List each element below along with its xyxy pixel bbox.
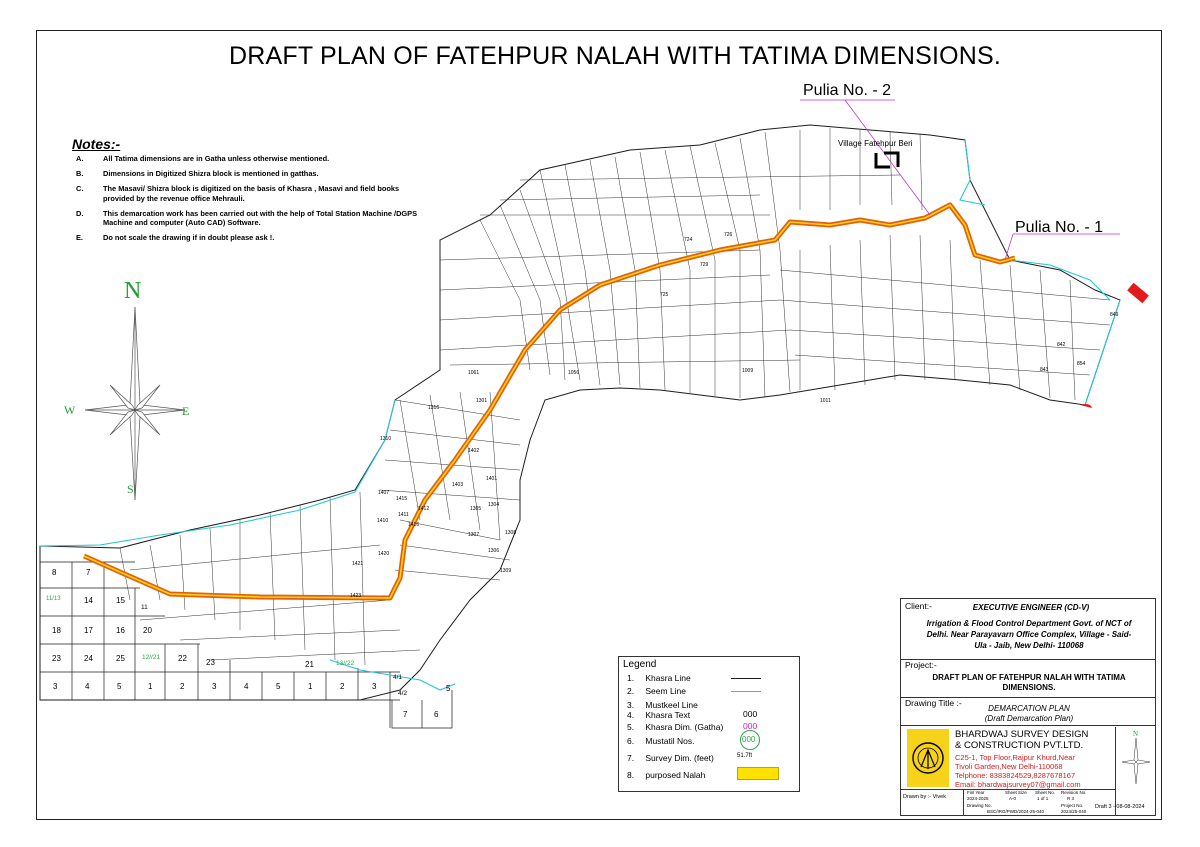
sheet-no: 1 of 1 — [1037, 796, 1049, 801]
mustatil-number: 25 — [116, 654, 125, 663]
mustatil-number: 5 — [276, 682, 281, 691]
legend-label: Seem Line — [645, 686, 687, 696]
mustatil-number: 4/1 — [393, 674, 403, 681]
client-address-line2: Delhi. Near Parayavarn Office Complex, Village - Said- — [926, 630, 1132, 639]
fin-year: 2024-2025 — [967, 796, 989, 801]
title-block-compass-icon — [1119, 729, 1153, 785]
khasra-text: 1308 — [505, 530, 517, 536]
compass-west-label: W — [64, 403, 76, 417]
legend-item — [627, 722, 723, 732]
khasra-text: 1304 — [488, 502, 500, 508]
sheet-no-label: Sheet No. — [1035, 790, 1056, 795]
village-label: Village Fatehpur Beri — [838, 139, 913, 148]
drawing-title-line1: DEMARCATION PLAN — [988, 704, 1070, 713]
company-address-line2: Tivoli Garden,New Delhi-110068 — [955, 762, 1063, 771]
legend-num: 3. — [627, 700, 635, 710]
company-name-line1: BHARDWAJ SURVEY DESIGN — [955, 729, 1089, 740]
legend — [618, 656, 800, 792]
legend-label: purposed Nalah — [645, 770, 706, 780]
drawing-no-label: Drawing No. — [967, 803, 992, 808]
mustatil-number: 12//21 — [142, 654, 161, 661]
legend-num: 5. — [627, 722, 635, 732]
note-text: The Masavi/ Shizra block is digitized on the basis of Khasra , Masavi and field books provided by the revenue office Mehrauli. — [103, 184, 400, 203]
compass-east-label: E — [182, 404, 190, 418]
note-text: This demarcation work has been carried out with the help of Total Station Machine /DGPS Machine and computer (Auto CAD) Software. — [103, 208, 418, 227]
mustatil-number: 17 — [84, 626, 93, 635]
khasra-text: 1411 — [398, 512, 409, 518]
khasra-text: 1401 — [486, 476, 498, 482]
pulia-1-label: Pulia No. - 1 — [1015, 219, 1104, 236]
legend-num: 8. — [627, 770, 635, 780]
mustatil-number: 6 — [434, 710, 439, 719]
mustatil-number: 15 — [116, 596, 125, 605]
legend-item — [627, 770, 705, 780]
legend-item — [627, 686, 686, 696]
mustatil-number: 18 — [52, 626, 61, 635]
mustatil-number: 2 — [340, 682, 345, 691]
mustatil-sample: 000 — [742, 735, 756, 744]
khasra-text: 854 — [1077, 361, 1086, 367]
khasra-text: 1011 — [820, 398, 831, 404]
svg-text:N: N — [1133, 730, 1139, 738]
legend-label: Mustkeel Line — [645, 700, 698, 710]
note-letter: A. — [76, 154, 84, 163]
khasra-text: 843 — [1040, 367, 1049, 373]
draft-version: Draft 3 - 08-08-2024 — [1095, 804, 1145, 810]
khasra-text: 1061 — [468, 370, 480, 376]
company-name-line2: & CONSTRUCTION PVT.LTD. — [955, 740, 1084, 751]
mustatil-number: 3 — [372, 682, 377, 691]
legend-label: Mustatil Nos. — [645, 736, 695, 746]
client-address-line1: Irrigation & Flood Control Department Govt. of NCT of — [926, 619, 1132, 628]
mustatil-number: 8 — [52, 568, 57, 577]
company-address-line1: C25-1, Top Floor,Rajpur Khurd,Near — [955, 753, 1075, 762]
mustatil-number: 7 — [403, 710, 408, 719]
note-letter: E. — [76, 233, 83, 242]
legend-label: Khasra Dim. (Gatha) — [645, 722, 724, 732]
title-block — [900, 598, 1156, 816]
mustatil-number: 20 — [143, 626, 152, 635]
legend-title: Legend — [623, 659, 657, 670]
khasra-text: 1009 — [742, 368, 754, 374]
khasra-text-sample: 000 — [743, 709, 758, 719]
project-label: Project:- — [905, 660, 937, 670]
khasra-dim-sample: 000 — [743, 721, 758, 731]
mustatil-number: 23 — [206, 658, 215, 667]
legend-num: 7. — [627, 753, 635, 763]
note-letter: D. — [76, 208, 84, 218]
khasra-text: 1416 — [408, 522, 420, 528]
khasra-text: 1056 — [568, 370, 580, 376]
mustatil-number: 22 — [178, 654, 187, 663]
khasra-text: 1421 — [352, 561, 364, 567]
mustatil-number: 4 — [244, 682, 249, 691]
client-name: EXECUTIVE ENGINEER (CD-V) — [972, 603, 1090, 612]
mustatil-number: 11 — [141, 604, 148, 611]
legend-num: 4. — [627, 710, 635, 720]
khasra-text: 1305 — [470, 506, 482, 512]
khasra-text: 1306 — [488, 548, 500, 554]
mustatil-number: 5 — [446, 684, 451, 693]
mustatil-number: 11/13 — [46, 596, 61, 602]
mustatil-number: 13//22 — [336, 660, 355, 667]
khasra-text: 729 — [700, 262, 709, 268]
project-no-label: Project No. — [1061, 803, 1084, 808]
khasra-text: 1420 — [378, 551, 390, 557]
revision-label: Revision No. — [1061, 790, 1087, 795]
revision-no: R 3 — [1067, 796, 1075, 801]
project-name-line1: DRAFT PLAN OF FATEHPUR NALAH WITH TATIMA — [932, 673, 1126, 682]
legend-item — [627, 673, 691, 683]
company-phone: Telphone: 8383824529,8287678167 — [955, 771, 1076, 780]
client-address-line3: Ula - Jaib, New Delhi- 110068 — [974, 641, 1084, 650]
legend-num: 2. — [627, 686, 635, 696]
legend-label: Khasra Line — [645, 673, 691, 683]
khasra-text: 725 — [660, 292, 669, 298]
sheet-size: A-0 — [1009, 796, 1017, 801]
legend-item — [627, 710, 690, 720]
note-text: All Tatima dimensions are in Gatha unless otherwise mentioned. — [103, 154, 330, 163]
khasra-text: 1412 — [418, 506, 430, 512]
drawing-title: DRAFT PLAN OF FATEHPUR NALAH WITH TATIMA DIMENSIONS. — [228, 42, 1002, 70]
mustatil-number: 21 — [305, 660, 314, 669]
drawing-title-label: Drawing Title :- — [905, 698, 962, 708]
mustatil-number: 1 — [148, 682, 153, 691]
note-letter: B. — [76, 169, 84, 178]
khasra-text: 1310 — [380, 436, 392, 442]
note-text: Dimensions in Digitized Shizra block is mentioned in gatthas. — [103, 169, 319, 178]
mustatil-number: 24 — [84, 654, 93, 663]
drawn-by: Drawn by :- Vivek — [903, 794, 946, 800]
khasra-text: 726 — [724, 232, 733, 238]
khasra-text: 1402 — [468, 448, 480, 454]
mustatil-number: 4 — [85, 682, 90, 691]
legend-num: 6. — [627, 736, 635, 746]
sheet-size-label: Sheet Size — [1005, 790, 1027, 795]
khasra-text: 1316 — [428, 405, 440, 411]
company-email: Email: bhardwajsurvey07@gmail.com — [955, 780, 1081, 789]
khasra-line-sample — [731, 678, 761, 679]
compass-north-label: N — [124, 278, 142, 304]
khasra-text: 1403 — [452, 482, 464, 488]
note-letter: C. — [76, 184, 84, 193]
khasra-text: 849 — [1110, 312, 1119, 318]
legend-item — [627, 700, 698, 710]
khasra-text: 842 — [1057, 342, 1066, 348]
legend-label: Survey Dim. (feet) — [645, 753, 714, 763]
mustatil-number: 14 — [84, 596, 93, 605]
drawing-no: BSC/IRG/PWD/2024-25-040 — [987, 809, 1045, 814]
khasra-text: 1410 — [377, 518, 389, 524]
khasra-text: 1307 — [468, 532, 480, 538]
khasra-text: 1423 — [350, 593, 362, 599]
note-text: Do not scale the drawing if in doubt please ask !. — [103, 233, 275, 242]
khasra-text: 1309 — [500, 568, 512, 574]
legend-label: Khasra Text — [645, 710, 691, 720]
company-logo-icon — [907, 729, 949, 787]
khasra-text: 724 — [684, 237, 693, 243]
notes-heading: Notes:- — [72, 136, 121, 152]
mustatil-number: 2 — [180, 682, 185, 691]
mustatil-number: 3 — [53, 682, 58, 691]
mustatil-number: 7 — [86, 568, 91, 577]
project-name-line2: DIMENSIONS. — [1002, 683, 1056, 692]
khasra-text: 1415 — [396, 496, 408, 502]
mustatil-number: 3 — [212, 682, 217, 691]
client-label: Client:- — [905, 601, 932, 611]
mustatil-number: 4/2 — [398, 690, 408, 697]
mustatil-number: 1 — [308, 682, 313, 691]
drawing-title-line2: (Draft Demarcation Plan) — [984, 714, 1074, 723]
khasra-text: 1301 — [476, 398, 488, 404]
pulia-2-label: Pulia No. - 2 — [803, 82, 892, 99]
mustatil-number: 5 — [117, 682, 122, 691]
mustatil-number: 23 — [52, 654, 61, 663]
khasra-text: 1407 — [378, 490, 390, 496]
legend-num: 1. — [627, 673, 635, 683]
fin-year-label: Finl Year — [967, 790, 985, 795]
legend-item — [627, 736, 695, 746]
mustatil-number: 16 — [116, 626, 125, 635]
compass-south-label: S — [127, 482, 134, 496]
legend-item — [627, 753, 714, 763]
seem-line-sample — [731, 691, 761, 692]
project-no: 2024/25-040 — [1061, 809, 1087, 814]
survey-dim-sample: 51.7ft — [737, 753, 753, 759]
nalah-fill-sample — [737, 767, 779, 780]
